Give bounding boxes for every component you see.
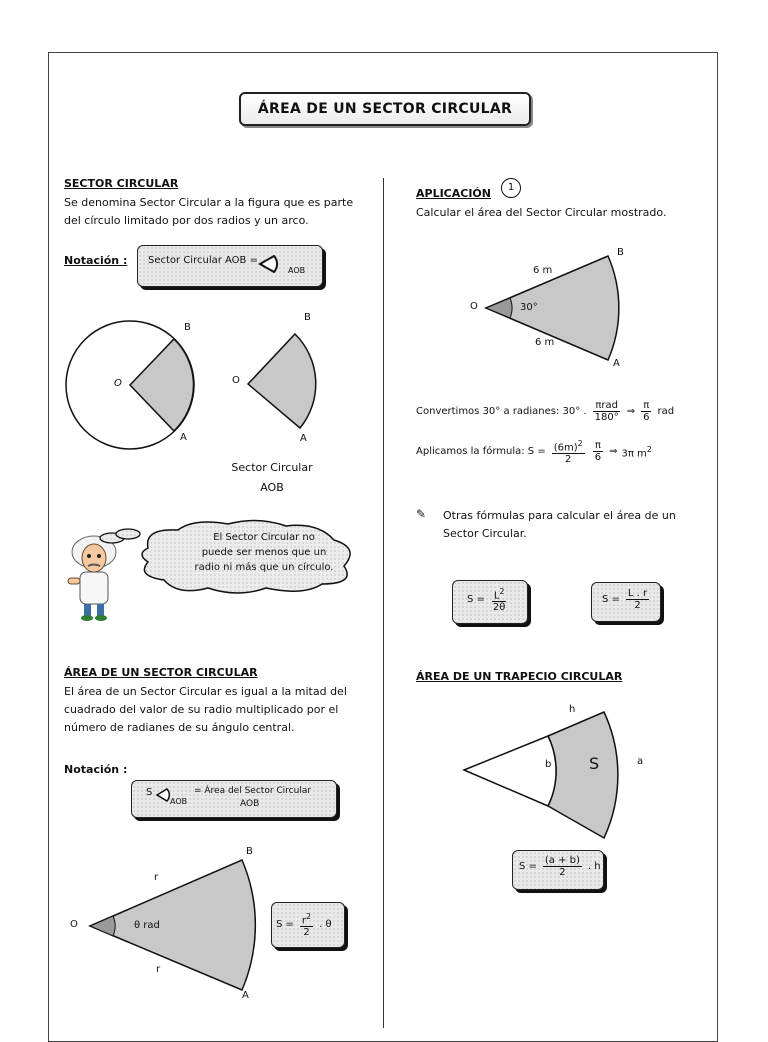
app-label-a: A: [613, 358, 620, 369]
apply-fraction: [552, 438, 585, 465]
conversion-result-den: 6: [643, 412, 650, 423]
trap-label-s: S: [589, 754, 600, 773]
notation-box: [137, 245, 323, 287]
application-sector-figure: [480, 252, 640, 362]
conversion-text: Convertimos 30° a radianes: 30° .: [416, 406, 587, 417]
formula-box-l2: [452, 580, 528, 624]
sector-circular-heading: SECTOR CIRCULAR: [64, 177, 179, 190]
trap-label-h: h: [569, 704, 576, 715]
trapezoid-formula: [519, 855, 601, 878]
f1-num-exp: 2: [499, 587, 505, 596]
formula-l2: [467, 586, 509, 613]
column-divider: [383, 178, 384, 1028]
theta-label-r-top: r: [154, 872, 159, 883]
conversion-line: [416, 400, 674, 423]
f2-den: 2: [634, 600, 641, 611]
application-heading: APLICACIÓN: [416, 187, 491, 200]
theta-label-angle: θ rad: [134, 920, 160, 931]
bubble-line: radio ni más que un círculo.: [194, 562, 334, 573]
application-number-badge: 1: [501, 178, 521, 198]
definition-line: El área de un Sector Circular es igual a la mitad del: [64, 685, 347, 698]
sector-label-a: A: [300, 433, 307, 444]
sector-figure: [240, 328, 330, 438]
circle-with-sector-figure: [60, 318, 200, 458]
conversion-result-num: π: [643, 400, 650, 411]
conversion-result-fraction: [641, 400, 651, 423]
trap-f-fraction: [543, 855, 582, 878]
formula-s: S =: [276, 919, 294, 931]
thought-bubble-text: [160, 530, 368, 575]
apply-den: 2: [565, 454, 572, 466]
other-formulas-text: [443, 507, 703, 543]
trap-label-b: b: [545, 759, 552, 770]
trap-f-den: 2: [559, 867, 566, 878]
definition-line: Se denomina Sector Circular a la figura que es parte: [64, 196, 354, 209]
conversion-num: πrad: [595, 400, 618, 411]
apply-result: 3π m: [621, 447, 647, 459]
circle-label-b: B: [184, 322, 191, 333]
bubble-line: puede ser menos que un: [201, 547, 327, 558]
sector-symbol-icon: [258, 254, 280, 274]
trap-label-a: a: [637, 756, 644, 767]
formula-num-exp: 2: [306, 912, 312, 921]
apply-fraction-2: [593, 440, 603, 463]
f2-s: S =: [602, 594, 620, 605]
circular-trapezoid-figure: [460, 710, 640, 840]
formula-den: 2: [303, 927, 310, 939]
area-sector-heading: ÁREA DE UN SECTOR CIRCULAR: [64, 666, 258, 679]
conversion-arrow: ⇒: [626, 406, 636, 417]
app-label-o: O: [470, 301, 478, 312]
trap-f-s: S =: [519, 861, 537, 872]
sector-area-formula: [276, 911, 332, 938]
formula-tail: . θ: [319, 919, 332, 931]
notation2-sub: AOB: [170, 797, 188, 806]
apply-result-exp: 2: [646, 444, 652, 454]
other-line: Otras fórmulas para calcular el área de un: [443, 509, 676, 522]
f1-fraction: [491, 586, 507, 613]
sector-theta-figure: [86, 854, 286, 994]
formula-box-lr: [591, 582, 661, 622]
definition-line: del círculo limitado por dos radios y un arco.: [64, 214, 309, 227]
notation2-box: [131, 780, 337, 818]
notation-text: Sector Circular AOB =: [148, 255, 258, 266]
caption-line: AOB: [260, 481, 284, 494]
notation-label: Notación :: [64, 254, 128, 267]
circle-label-o: O: [114, 378, 122, 389]
apply-num2: π: [594, 440, 601, 452]
app-label-6m-top: 6 m: [533, 265, 553, 276]
formula-fraction: [300, 911, 313, 938]
apply-num: (6m): [553, 442, 578, 454]
page-title: ÁREA DE UN SECTOR CIRCULAR: [239, 92, 531, 126]
f2-num: L . r: [627, 588, 648, 599]
f1-den: 2θ: [492, 602, 506, 614]
bubble-line: El Sector Circular no: [213, 532, 315, 543]
trapezoid-formula-box: [512, 850, 604, 890]
notation2-text: = Área del Sector Circular: [194, 786, 312, 796]
sector-area-formula-box: [271, 902, 345, 948]
theta-label-a: A: [242, 990, 249, 1001]
caption-line: Sector Circular: [231, 461, 313, 474]
app-label-6m-bottom: 6 m: [535, 337, 555, 348]
sector-label-o: O: [232, 375, 240, 386]
apply-den2: 6: [594, 452, 602, 464]
trapezoid-heading: ÁREA DE UN TRAPECIO CIRCULAR: [416, 670, 623, 683]
formula-lr: [602, 588, 651, 611]
trap-f-tail: . h: [587, 861, 601, 872]
apply-num-exp: 2: [577, 439, 583, 448]
sector-label-b: B: [304, 312, 311, 323]
sector-caption: [230, 458, 314, 498]
conversion-fraction: [593, 400, 621, 423]
conversion-den: 180°: [594, 412, 619, 423]
definition-line: cuadrado del valor de su radio multiplicado por el: [64, 703, 339, 716]
f1-num: L: [493, 590, 500, 602]
f2-fraction: [626, 588, 649, 611]
conversion-unit: rad: [657, 406, 675, 417]
f1-s: S =: [467, 594, 485, 606]
apply-text: Aplicamos la fórmula: S =: [416, 446, 546, 458]
notation2-s: S: [146, 787, 153, 798]
sector-definition: [64, 194, 364, 230]
app-label-b: B: [617, 247, 624, 258]
application-text: Calcular el área del Sector Circular mostrado.: [416, 206, 667, 219]
notation2-label: Notación :: [64, 763, 128, 776]
apply-formula-line: [416, 438, 652, 465]
definition-line: número de radianes de su ángulo central.: [64, 721, 295, 734]
apply-arrow: ⇒: [609, 446, 618, 458]
notation2-text-aob: AOB: [240, 799, 260, 809]
theta-label-o: O: [70, 919, 78, 930]
pencil-bullet-icon: ✎: [416, 507, 427, 521]
trap-f-num: (a + b): [544, 855, 580, 866]
app-label-angle: 30°: [520, 302, 538, 313]
formula-num: r: [301, 915, 307, 927]
theta-label-b: B: [246, 846, 253, 857]
area-sector-definition: [64, 683, 364, 737]
other-line: Sector Circular.: [443, 527, 527, 540]
notation-subscript: AOB: [288, 266, 306, 275]
circle-label-a: A: [180, 432, 187, 443]
theta-label-r-bottom: r: [156, 964, 161, 975]
